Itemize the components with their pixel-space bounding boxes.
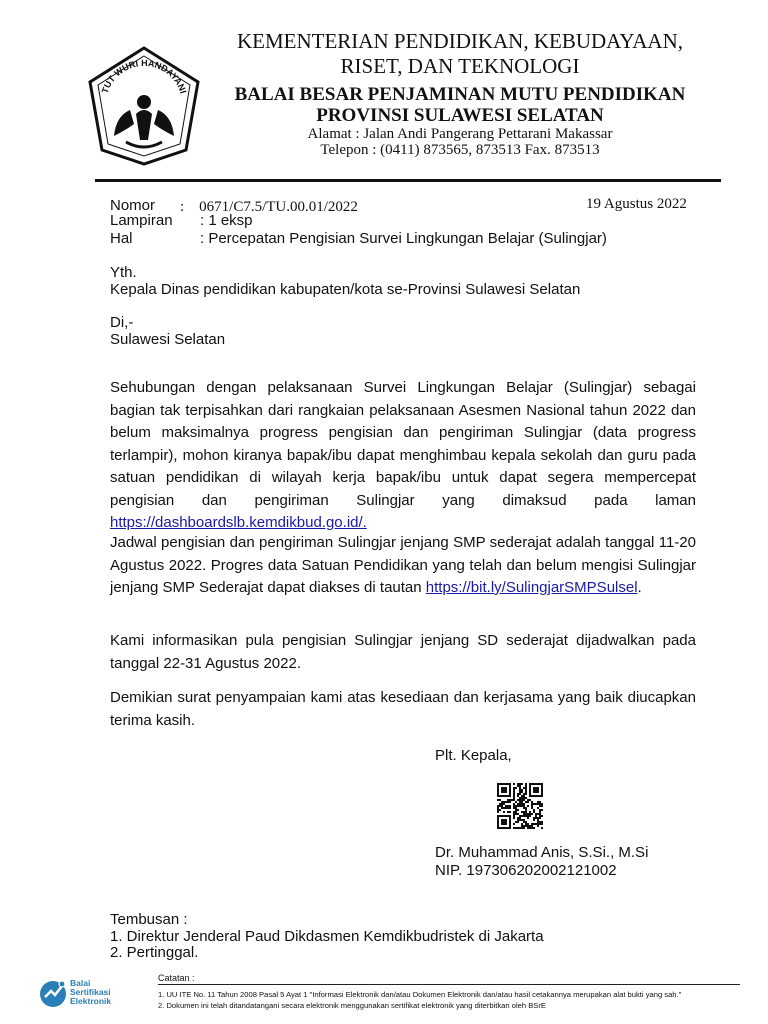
tembusan-item-2: 2. Pertinggal.: [110, 944, 199, 961]
recipient-di: Di,-: [110, 314, 134, 331]
tut-wuri-handayani-logo: [86, 44, 202, 168]
bsre-text-line2: Sertifikasi: [70, 987, 111, 997]
letter-date: 19 Agustus 2022: [586, 196, 687, 212]
signatory-nip: NIP. 197306202002121002: [435, 862, 617, 879]
letterhead-divider: [95, 179, 721, 182]
office-phone: Telepon : (0411) 873565, 873513 Fax. 873513: [320, 142, 600, 158]
office-name-line2: PROVINSI SULAWESI SELATAN: [316, 105, 604, 126]
footer-note-1: 1. UU ITE No. 11 Tahun 2008 Pasal 5 Ayat 1 "Informasi Elektronik dan/atau Dokumen Elektronik dan/atau hasil cetakannya merupakan alat bukti yang sah.": [158, 990, 682, 999]
body-paragraph-3: Kami informasikan pula pengisian Sulingjar jenjang SD sederajat dijadwalkan pada tanggal 22-31 Agustus 2022.: [110, 632, 696, 672]
lampiran-label: Lampiran: [110, 212, 173, 229]
office-name-line1: BALAI BESAR PENJAMINAN MUTU PENDIDIKAN: [234, 84, 686, 105]
progress-link[interactable]: https://bit.ly/SulingjarSMPSulsel: [425, 579, 638, 596]
svg-text:TUT WURI HANDAYANI: [100, 58, 189, 95]
signatory-name: Dr. Muhammad Anis, S.Si., M.Si: [435, 844, 649, 861]
body-paragraph-2-text: Jadwal pengisian dan pengiriman Sulingjar jenjang SMP sederajat adalah tanggal 11-20 Agustus 2022. Progres data Satuan Pendidikan yang telah dan belum mengisi Sulingjar jenjang SMP Sederajat dapat diakses di tautan: [110, 534, 696, 596]
body-paragraph-2: [110, 532, 696, 600]
signatory-title: Plt. Kepala,: [435, 747, 512, 764]
nomor-value: : 0671/C7.5/TU.00.01/2022: [180, 199, 358, 215]
body-paragraph-1: [110, 377, 696, 535]
recipient-name: Kepala Dinas pendidikan kabupaten/kota se-Provinsi Sulawesi Selatan: [110, 281, 581, 298]
hal-value: : Percepatan Pengisian Survei Lingkungan Belajar (Sulingjar): [200, 230, 607, 247]
office-address: Alamat : Jalan Andi Pangerang Pettarani Makassar: [307, 126, 613, 142]
tembusan-item-1: 1. Direktur Jenderal Paud Dikdasmen Kemdikbudristek di Jakarta: [110, 928, 544, 945]
dashboard-link[interactable]: https://dashboardslb.kemdikbud.go.id/.: [110, 514, 367, 531]
footer-divider: [158, 984, 740, 985]
signature-qr-code: [497, 783, 543, 829]
body-paragraph-1-text: Sehubungan dengan pelaksanaan Survei Lingkungan Belajar (Sulingjar) sebagai bagian tak terpisahkan dari rangkaian pelaksanaan Asesmen Nasional tahun 2022 dan belum maksimalnya progress pengisian dan pengiriman Sulingjar (data progress terlampir), mohon kiranya bapak/ibu dapat menghimbau kepala sekolah dan guru pada satuan pendidikan di wilayah kerja bapak/ibu untuk dapat segera mempercepat pengisian dan pengiriman Sulingjar yang dimaksud pada laman: [110, 379, 696, 509]
bsre-text-line1: Balai: [70, 978, 91, 988]
salutation: Yth.: [110, 264, 137, 281]
body-paragraph-2-end: .: [637, 579, 642, 596]
footer-notes-label: Catatan :: [158, 973, 195, 983]
logo-motto: TUT WURI HANDAYANI: [99, 57, 189, 95]
bsre-text-line3: Elektronik: [70, 996, 112, 1006]
ministry-name-line1: KEMENTERIAN PENDIDIKAN, KEBUDAYAAN,: [236, 29, 684, 53]
lampiran-value: : 1 eksp: [200, 212, 253, 229]
hal-label: Hal: [110, 230, 133, 247]
tembusan-label: Tembusan :: [110, 911, 188, 928]
footer-note-2: 2. Dokumen ini telah ditandatangani secara elektronik menggunakan sertifikat elektronik yang diterbitkan oleh BSrE: [158, 1001, 546, 1010]
ministry-name-line2: RISET, DAN TEKNOLOGI: [340, 54, 580, 78]
recipient-place: Sulawesi Selatan: [110, 331, 226, 348]
body-paragraph-4: Demikian surat penyampaian kami atas kesediaan dan kerjasama yang baik diucapkan terima kasih.: [110, 689, 696, 729]
bsre-logo-icon: [38, 976, 68, 1010]
nomor-label: Nomor: [110, 197, 156, 214]
